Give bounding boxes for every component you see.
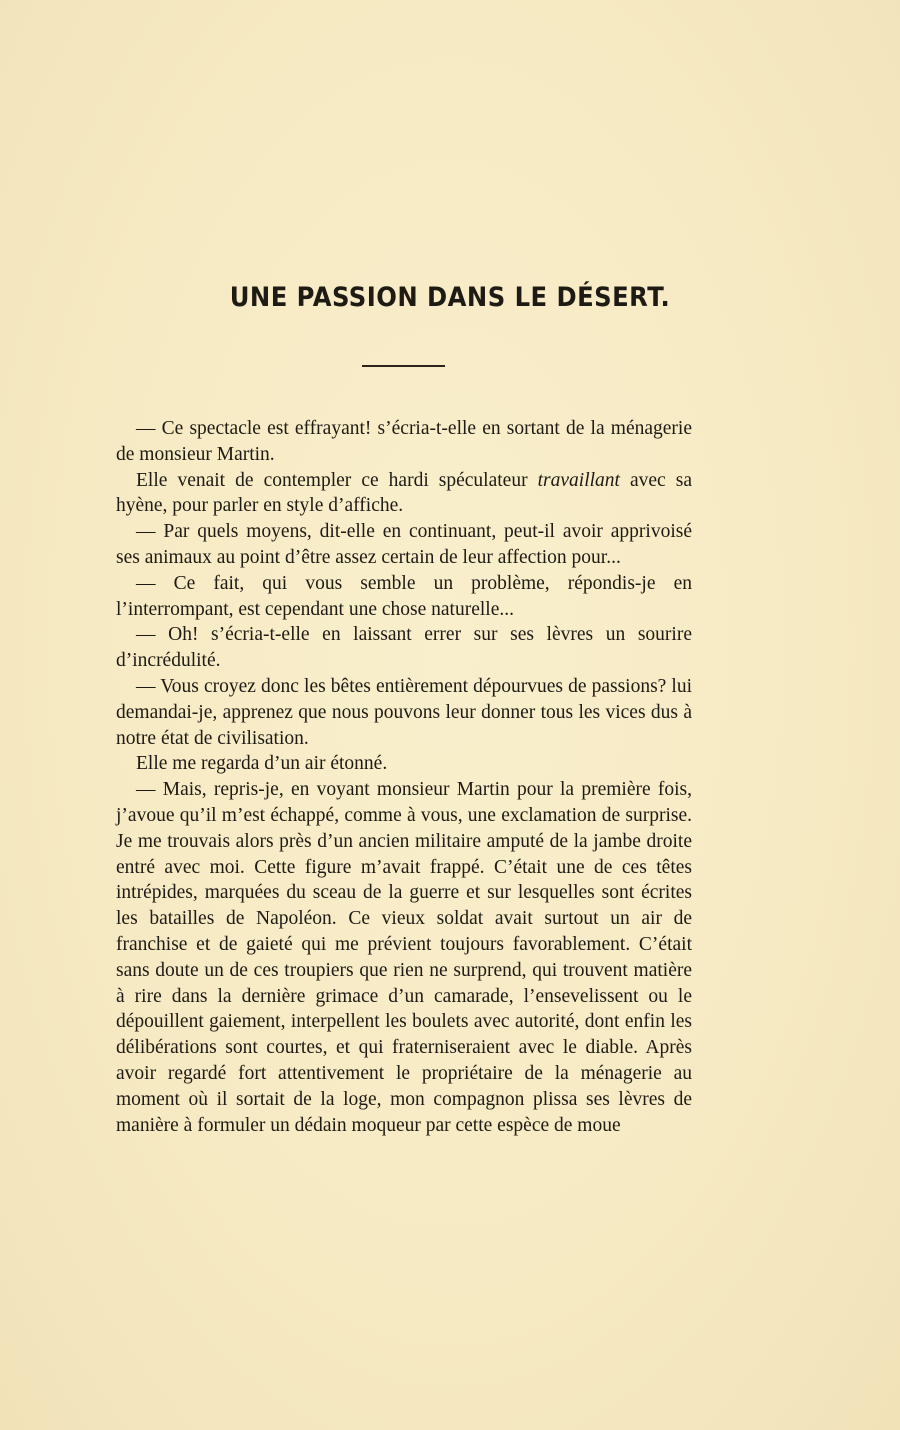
paragraph: — Mais, repris-je, en voyant monsieur Martin pour la première fois, j’avoue qu’il m’est échappé, comme à vous, une exclamation de surprise. Je me trouvais alors près d’un ancien militaire amputé de la jambe droite entré avec moi. Cette figure m’avait frappé. C’était une de ces têtes intrépides, marquées du sceau de la guerre et sur lesquelles sont écrites les batailles de Napoléon. Ce vieux soldat avait surtout un air de franchise et de gaieté qui me prévient toujours favorablement. C’était sans doute un de ces troupiers que rien ne surprend, qui trouvent matière à rire dans la dernière grimace d’un camarade, l’ensevelissent ou le dépouillent gaiement, interpellent les boulets avec autorité, dont enfin les délibérations sont courtes, et qui fraterniseraient avec le diable. Après avoir regardé fort attentivement le propriétaire de la ménagerie au moment où il sortait de la loge, mon compagnon plissa ses lèvres de manière à formuler un dédain moqueur par cette espèce de moue [116, 779, 692, 1136]
paragraph: — Ce fait, qui vous semble un problème, répondis-je en l’interrompant, est cependant une chose naturelle... [116, 572, 692, 620]
paragraph [116, 468, 692, 520]
paragraph: — Par quels moyens, dit-elle en continuant, peut-il avoir apprivoisé ses animaux au point d’être assez certain de leur affection pour... [116, 521, 692, 568]
paragraph: Elle me regarda d’un air étonné. [136, 753, 388, 775]
paragraph: — Vous croyez donc les bêtes entièrement dépourvues de passions? lui demandai-je, apprenez que nous pouvons leur donner tous les vices dus à notre état de civilisation. [116, 675, 692, 749]
show-through-text [100, 150, 720, 280]
paragraph: — Ce spectacle est effrayant! s’écria-t-elle en sortant de la ménagerie de monsieur Martin. [116, 418, 692, 465]
paragraph-text: avec sa hyène, pour parler en style d’affiche. [116, 469, 692, 517]
paragraph: — Oh! s’écria-t-elle en laissant errer sur ses lèvres un sourire d’incrédulité. [116, 624, 692, 672]
emphasis-text: travaillant [537, 469, 620, 491]
paragraph-text: Elle venait de contempler ce hardi spéculateur [136, 469, 538, 491]
title-divider [362, 365, 445, 367]
body-text [116, 416, 692, 1138]
chapter-title: UNE PASSION DANS LE DÉSERT. [229, 282, 671, 313]
